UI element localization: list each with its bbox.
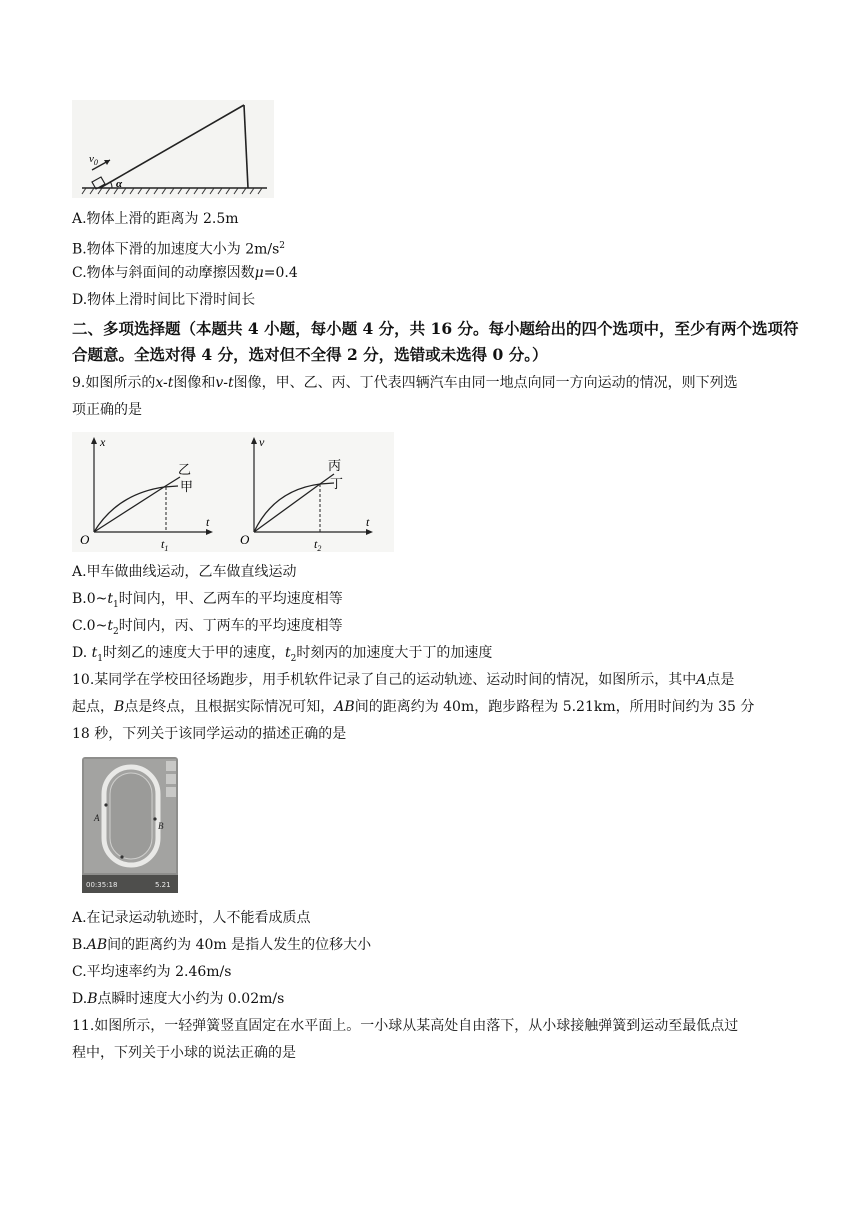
section-2-heading: 二、多项选择题（本题共 4 小题，每小题 4 分，共 16 分。每小题给出的四个选项中，至少有两个选项符合题意。全选对得 4 分，选对但不全得 2 分，选错或未选得 0 分。） (72, 319, 799, 364)
vt-origin: O (240, 532, 250, 547)
vt-curve-label: 丙 (328, 459, 342, 474)
angle-label: α (116, 178, 123, 190)
q9-stem-line-1: 9.如图所示的x-t图像和v-t图像，甲、乙、丙、丁代表四辆汽车由同一地点向同一方向运动的情况，则下列选 (72, 375, 738, 391)
track-label-b: B (158, 821, 164, 831)
q10-option-d: D.B点瞬时速度大小约为 0.02m/s (72, 991, 285, 1007)
track-label-a: A (94, 813, 100, 823)
xt-tick-t1: $t_1$ (161, 537, 169, 552)
q9-option-c: $C.0\sim t_2$时间内，丙、丁两车的平均速度相等 (72, 618, 343, 637)
q8-option-b: B.物体下滑的加速度大小为 $2m/s^2$ (72, 241, 286, 258)
q10-stem-line-2: 起点，B点是终点，且根据实际情况可知，AB间的距离约为 40m，跑步路程为 5.21km，所用时间约为 35 分 (72, 699, 755, 715)
vt-y-axis-label: v (259, 435, 265, 449)
q10-option-c: C.平均速率约为 2.46m/s (72, 964, 232, 980)
track-screenshot (82, 757, 178, 893)
xt-y-axis-label: x (100, 435, 106, 449)
q9-option-a: A.甲车做曲线运动，乙车做直线运动 (72, 564, 297, 580)
vt-tick-t2: $t_2$ (314, 537, 322, 552)
track-time: 00:35:18 (86, 881, 118, 889)
q9-graphs (72, 432, 394, 552)
q11-stem-line-1: 11.如图所示，一轻弹簧竖直固定在水平面上。一小球从某高处自由落下，从小球接触弹簧到运动至最低点过 (72, 1018, 739, 1034)
vt-line-label: 丁 (330, 477, 344, 492)
q10-stem-line-1: 10.某同学在学校田径场跑步，用手机软件记录了自己的运动轨迹、运动时间的情况，如图所示，其中A点是 (72, 672, 735, 688)
q9-stem-line-2: 项正确的是 (72, 402, 142, 418)
q8-option-d: D.物体上滑时间比下滑时间长 (72, 292, 256, 308)
xt-curve-label: 甲 (180, 480, 194, 495)
incline-figure (72, 100, 274, 198)
q10-option-b: B.AB间的距离约为 40m 是指人发生的位移大小 (72, 937, 372, 953)
q8-option-c: C.物体与斜面间的动摩擦因数μ=0.4 (72, 265, 298, 281)
q11-stem-line-2: 程中，下列关于小球的说法正确的是 (72, 1045, 296, 1061)
q10-option-a: A.在记录运动轨迹时，人不能看成质点 (72, 910, 311, 926)
q8-option-a: A.物体上滑的距离为 2.5m (72, 211, 239, 227)
xt-line-label: 乙 (178, 463, 192, 478)
vt-x-axis-label: t (366, 515, 370, 529)
xt-x-axis-label: t (206, 515, 210, 529)
xt-origin: O (80, 532, 90, 547)
q10-stem-line-3: 18 秒，下列关于该同学运动的描述正确的是 (72, 726, 347, 742)
track-distance: 5.21 (155, 881, 171, 889)
q9-option-d: D. $t_1$时刻乙的速度大于甲的速度，$t_2$时刻丙的加速度大于丁的加速度 (72, 645, 493, 664)
v0-label: $v_0$ (89, 153, 98, 167)
q9-option-b: $B.0\sim t_1$时间内，甲、乙两车的平均速度相等 (72, 591, 343, 610)
